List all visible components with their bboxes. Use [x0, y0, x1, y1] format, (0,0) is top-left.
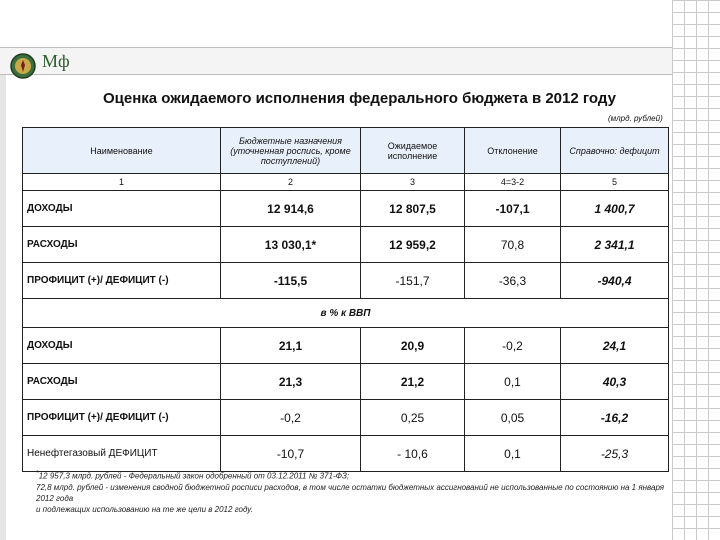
table-row	[23, 436, 669, 472]
footnote-line-1: *12 957,3 млрд. рублей - Федеральный закон одобренный от 03.12.2011 № 371-ФЗ;	[36, 470, 350, 481]
document-title: Оценка ожидаемого исполнения федерального бюджета в 2012 году	[103, 90, 616, 107]
header-bar	[0, 47, 672, 75]
table-row	[23, 191, 669, 227]
ministry-logo-text: Мф	[42, 51, 70, 71]
header-reference-deficit: Справочно: дефицит	[561, 128, 669, 174]
plan-value: -115,5	[221, 263, 361, 299]
gdp-section-header	[23, 299, 669, 328]
footnote	[36, 468, 666, 515]
reference-value: 40,3	[561, 364, 669, 400]
expected-value: -151,7	[361, 263, 465, 299]
header-plan: Бюджетные назначения (уточненная роспись, кроме поступлений)	[221, 128, 361, 174]
footnote-line-3: и подлежащих использованию на те же цели в 2012 году.	[36, 504, 253, 514]
reference-value: 1 400,7	[561, 191, 669, 227]
row-label: ПРОФИЦИТ (+)/ ДЕФИЦИТ (-)	[23, 263, 221, 299]
row-label: ДОХОДЫ	[23, 328, 221, 364]
reference-value: -940,4	[561, 263, 669, 299]
expected-value: 20,9	[361, 328, 465, 364]
footnote-line-2: 72,8 млрд. рублей - изменения сводной бюджетной росписи расходов, в том числе остатки бюджетных ассигнований не использованные по состоянию на 1 января 2012 года	[36, 482, 665, 503]
reference-value: -25,3	[561, 436, 669, 472]
budget-table	[22, 127, 669, 472]
units-note: (млрд. рублей)	[608, 114, 663, 123]
section-label: в % к ВВП	[23, 299, 669, 328]
expected-value: - 10,6	[361, 436, 465, 472]
expected-value: 12 959,2	[361, 227, 465, 263]
deviation-value: -107,1	[465, 191, 561, 227]
expected-value: 21,2	[361, 364, 465, 400]
reference-value: 2 341,1	[561, 227, 669, 263]
deviation-value: 70,8	[465, 227, 561, 263]
deviation-value: 0,1	[465, 364, 561, 400]
row-label: Ненефтегазовый ДЕФИЦИТ	[23, 436, 221, 472]
table-row	[23, 400, 669, 436]
deviation-value: 0,05	[465, 400, 561, 436]
table-header-row	[23, 128, 669, 174]
table-row	[23, 227, 669, 263]
plan-value: -10,7	[221, 436, 361, 472]
decorative-grid-strip	[672, 0, 720, 540]
table-row	[23, 328, 669, 364]
column-number: 1	[23, 174, 221, 191]
expected-value: 0,25	[361, 400, 465, 436]
column-number: 4=3-2	[465, 174, 561, 191]
plan-value: 21,3	[221, 364, 361, 400]
header-expected: Ожидаемое исполнение	[361, 128, 465, 174]
deviation-value: -0,2	[465, 328, 561, 364]
column-number: 2	[221, 174, 361, 191]
row-label: ПРОФИЦИТ (+)/ ДЕФИЦИТ (-)	[23, 400, 221, 436]
plan-value: -0,2	[221, 400, 361, 436]
table-row	[23, 263, 669, 299]
deviation-value: 0,1	[465, 436, 561, 472]
footnote-star: *	[36, 470, 39, 477]
row-label: РАСХОДЫ	[23, 364, 221, 400]
left-decorative-rule	[0, 75, 6, 540]
column-number: 5	[561, 174, 669, 191]
header-name: Наименование	[23, 128, 221, 174]
plan-value: 21,1	[221, 328, 361, 364]
row-label: РАСХОДЫ	[23, 227, 221, 263]
deviation-value: -36,3	[465, 263, 561, 299]
ministry-emblem-icon	[9, 52, 37, 80]
plan-value: 13 030,1*	[221, 227, 361, 263]
column-number-row	[23, 174, 669, 191]
column-number: 3	[361, 174, 465, 191]
reference-value: -16,2	[561, 400, 669, 436]
row-label: ДОХОДЫ	[23, 191, 221, 227]
plan-value: 12 914,6	[221, 191, 361, 227]
reference-value: 24,1	[561, 328, 669, 364]
table-row	[23, 364, 669, 400]
header-deviation: Отклонение	[465, 128, 561, 174]
expected-value: 12 807,5	[361, 191, 465, 227]
